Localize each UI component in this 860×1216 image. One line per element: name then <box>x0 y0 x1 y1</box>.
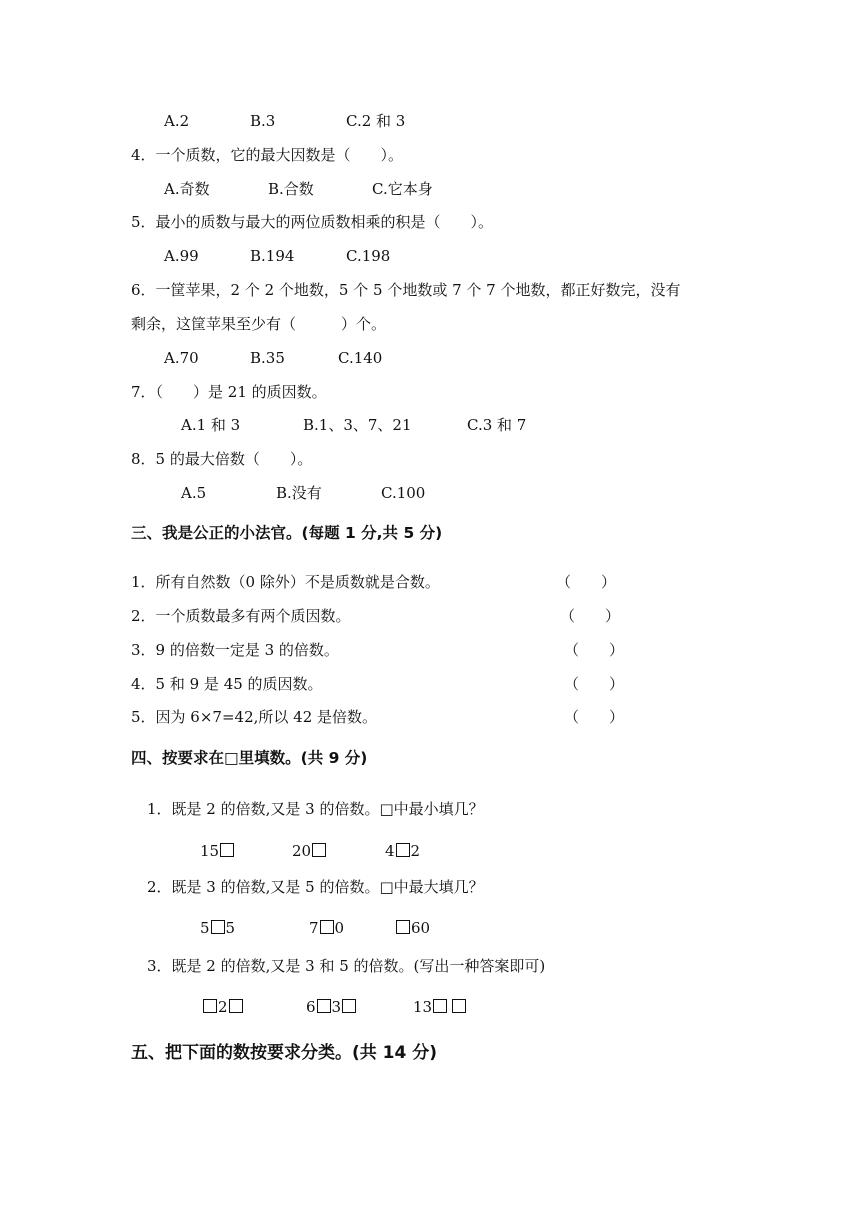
fill-item-1c <box>385 840 420 862</box>
q6-option-c: C.140 <box>338 349 383 367</box>
answer-box[interactable] <box>320 920 334 934</box>
fill-item-2c <box>395 917 430 939</box>
judge-answer-paren-1[interactable]: （ ） <box>556 573 617 591</box>
fill-digit: 2 <box>410 842 421 860</box>
answer-box[interactable] <box>229 999 243 1013</box>
fill-digit: 3 <box>331 998 342 1016</box>
q5-option-b: B.194 <box>250 247 295 265</box>
answer-box[interactable] <box>342 999 356 1013</box>
judge-item-1: 1．所有自然数（0 除外）不是质数就是合数。 <box>131 573 440 591</box>
q5-stem: 5．最小的质数与最大的两位质数相乘的积是（ ）。 <box>131 213 494 231</box>
fill-digit: 6 <box>306 998 316 1016</box>
q4-option-a: A.奇数 <box>164 180 210 198</box>
fill-prompt-2: 2．既是 3 的倍数,又是 5 的倍数。□中最大填几？ <box>147 878 484 896</box>
judge-answer-paren-4[interactable]: （ ） <box>564 675 625 693</box>
q3-option-a: A.2 <box>164 112 190 130</box>
fill-digit: 2 <box>218 998 228 1016</box>
q8-option-a: A.5 <box>181 484 207 502</box>
q3-option-b: B.3 <box>250 112 276 130</box>
q8-stem: 8．5 的最大倍数（ ）。 <box>131 450 313 468</box>
judge-answer-paren-2[interactable]: （ ） <box>560 607 621 625</box>
section5-title: 五、把下面的数按要求分类。(共 14 分) <box>131 1043 438 1063</box>
q8-option-c: C.100 <box>381 484 426 502</box>
q4-option-b: B.合数 <box>268 180 314 198</box>
q8-option-b: B.没有 <box>276 484 322 502</box>
fill-digit: 15 <box>200 842 220 860</box>
fill-digit: 7 <box>309 919 319 937</box>
q4-option-c: C.它本身 <box>372 180 433 198</box>
q4-stem: 4．一个质数，它的最大因数是（ ）。 <box>131 146 404 164</box>
q7-stem: 7．（ ）是 21 的质因数。 <box>131 383 327 401</box>
fill-digit: 0 <box>334 919 345 937</box>
q7-option-c: C.3 和 7 <box>467 416 527 434</box>
q6-stem-line1: 6．一筐苹果，2 个 2 个地数，5 个 5 个地数或 7 个 7 个地数，都正好数完，没有 <box>131 281 681 299</box>
q3-option-c: C.2 和 3 <box>346 112 406 130</box>
fill-item-3a <box>202 996 244 1018</box>
judge-item-2: 2．一个质数最多有两个质因数。 <box>131 607 351 625</box>
judge-item-4: 4．5 和 9 是 45 的质因数。 <box>131 675 323 693</box>
answer-box[interactable] <box>396 920 410 934</box>
fill-digit: 5 <box>225 919 236 937</box>
fill-item-1b <box>292 840 327 862</box>
answer-box[interactable] <box>211 920 225 934</box>
judge-item-5: 5．因为 6×7=42,所以 42 是倍数。 <box>131 708 378 726</box>
fill-item-1a <box>200 840 235 862</box>
fill-item-3c <box>413 996 467 1018</box>
answer-box[interactable] <box>312 843 326 857</box>
fill-digit: 60 <box>411 919 431 937</box>
fill-item-2a <box>200 917 235 939</box>
judge-answer-paren-3[interactable]: （ ） <box>564 641 625 659</box>
section4-title: 四、按要求在□里填数。(共 9 分) <box>131 749 368 767</box>
fill-digit: 13 <box>413 998 433 1016</box>
fill-prompt-1: 1．既是 2 的倍数,又是 3 的倍数。□中最小填几？ <box>147 800 484 818</box>
q6-stem-line2: 剩余，这筐苹果至少有（ ）个。 <box>131 315 387 333</box>
q5-option-c: C.198 <box>346 247 391 265</box>
fill-item-2b <box>309 917 344 939</box>
fill-item-3b <box>306 996 357 1018</box>
answer-box[interactable] <box>396 843 410 857</box>
q6-option-b: B.35 <box>250 349 285 367</box>
section3-title: 三、我是公正的小法官。(每题 1 分,共 5 分) <box>131 524 443 542</box>
answer-box[interactable] <box>433 999 447 1013</box>
answer-box[interactable] <box>203 999 217 1013</box>
q7-option-b: B.1、3、7、21 <box>303 416 412 434</box>
q7-option-a: A.1 和 3 <box>181 416 241 434</box>
q6-option-a: A.70 <box>164 349 199 367</box>
answer-box[interactable] <box>452 999 466 1013</box>
answer-box[interactable] <box>220 843 234 857</box>
fill-digit: 5 <box>200 919 210 937</box>
fill-prompt-3: 3．既是 2 的倍数,又是 3 和 5 的倍数。(写出一种答案即可) <box>147 957 546 975</box>
fill-digit: 20 <box>292 842 312 860</box>
answer-box[interactable] <box>317 999 331 1013</box>
judge-answer-paren-5[interactable]: （ ） <box>564 708 625 726</box>
fill-digit: 4 <box>385 842 395 860</box>
judge-item-3: 3．9 的倍数一定是 3 的倍数。 <box>131 641 339 659</box>
q5-option-a: A.99 <box>164 247 199 265</box>
